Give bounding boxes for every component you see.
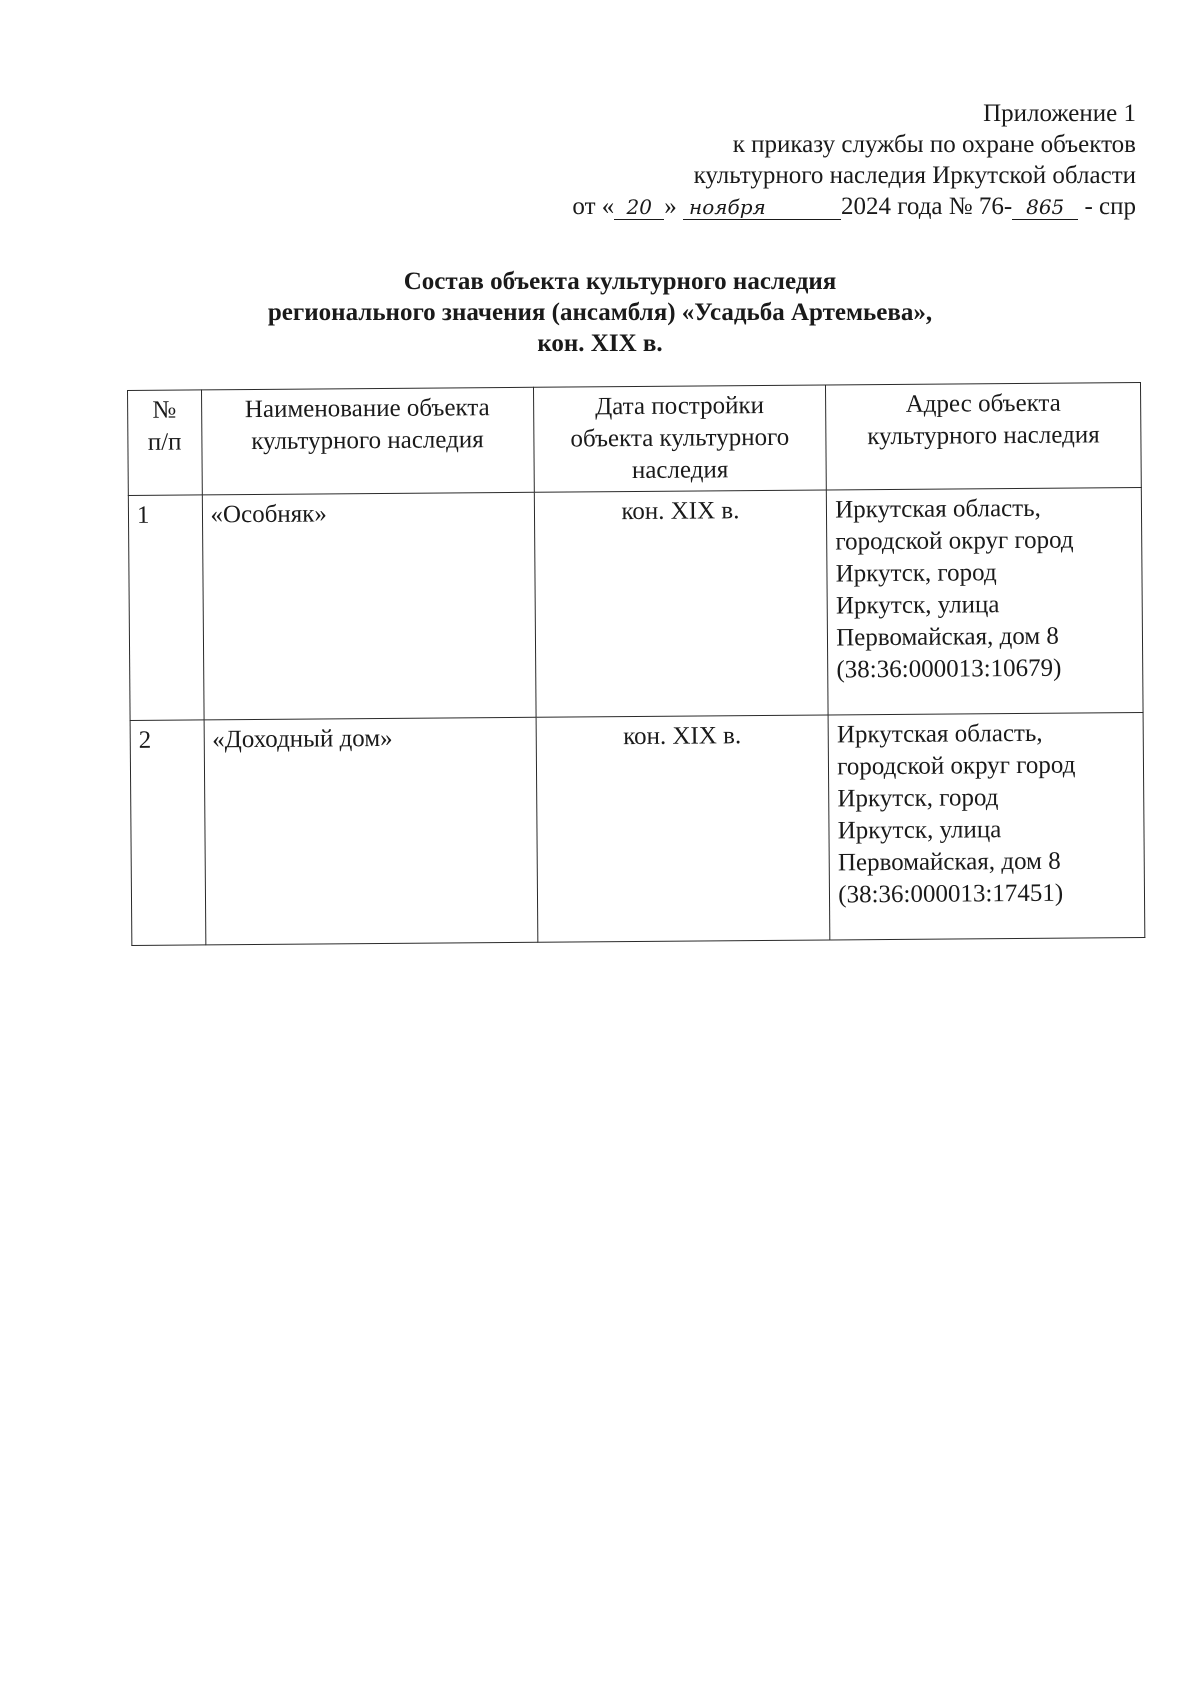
heritage-objects-table bbox=[127, 382, 1145, 946]
header-num: № п/п bbox=[128, 390, 202, 496]
construction-date: кон. XIX в. bbox=[534, 490, 828, 717]
title-line-2: регионального значения (ансамбля) «Усадьба Артемьева», bbox=[267, 299, 933, 326]
handwritten-order-number: 865 bbox=[1012, 195, 1078, 220]
title-line-1: Состав объекта культурного наследия bbox=[403, 268, 837, 295]
header-date: Дата постройки объекта культурного наследия bbox=[533, 385, 826, 492]
header-name: Наименование объекта культурного наследия bbox=[201, 387, 534, 495]
date-mid: » bbox=[664, 193, 677, 220]
number-suffix: - спр bbox=[1084, 193, 1136, 220]
object-name: «Особняк» bbox=[202, 492, 536, 720]
order-reference: к приказу службы по охране объектов bbox=[732, 131, 1136, 158]
title-line-3: кон. XIX в. bbox=[537, 330, 663, 357]
handwritten-month: ноября bbox=[683, 195, 841, 220]
row-number: 2 bbox=[130, 720, 205, 946]
object-address: Иркутская область, городской округ город Иркутск, город Иркутск, улица Первомайская, дом 8 (38:36:000013:10679) bbox=[827, 488, 1144, 715]
table-header-row bbox=[128, 383, 1142, 496]
construction-date: кон. XIX в. bbox=[536, 715, 830, 942]
handwritten-day: 20 bbox=[614, 195, 664, 220]
header-address: Адрес объекта культурного наследия bbox=[826, 383, 1142, 490]
table-row bbox=[130, 713, 1145, 946]
appendix-header bbox=[572, 98, 1136, 222]
date-prefix: от « bbox=[572, 193, 615, 220]
table-row bbox=[128, 488, 1143, 721]
order-date-line bbox=[572, 191, 1136, 222]
year-and-number-prefix: 2024 года № 76- bbox=[841, 193, 1013, 220]
authority-name: культурного наследия Иркутской области bbox=[693, 162, 1136, 189]
object-address: Иркутская область, городской округ город Иркутск, город Иркутск, улица Первомайская, дом 8 (38:36:000013:17451) bbox=[828, 713, 1145, 940]
document-title bbox=[0, 266, 1200, 359]
row-number: 1 bbox=[128, 495, 203, 721]
object-name: «Доходный дом» bbox=[204, 717, 538, 945]
appendix-label: Приложение 1 bbox=[983, 100, 1136, 127]
